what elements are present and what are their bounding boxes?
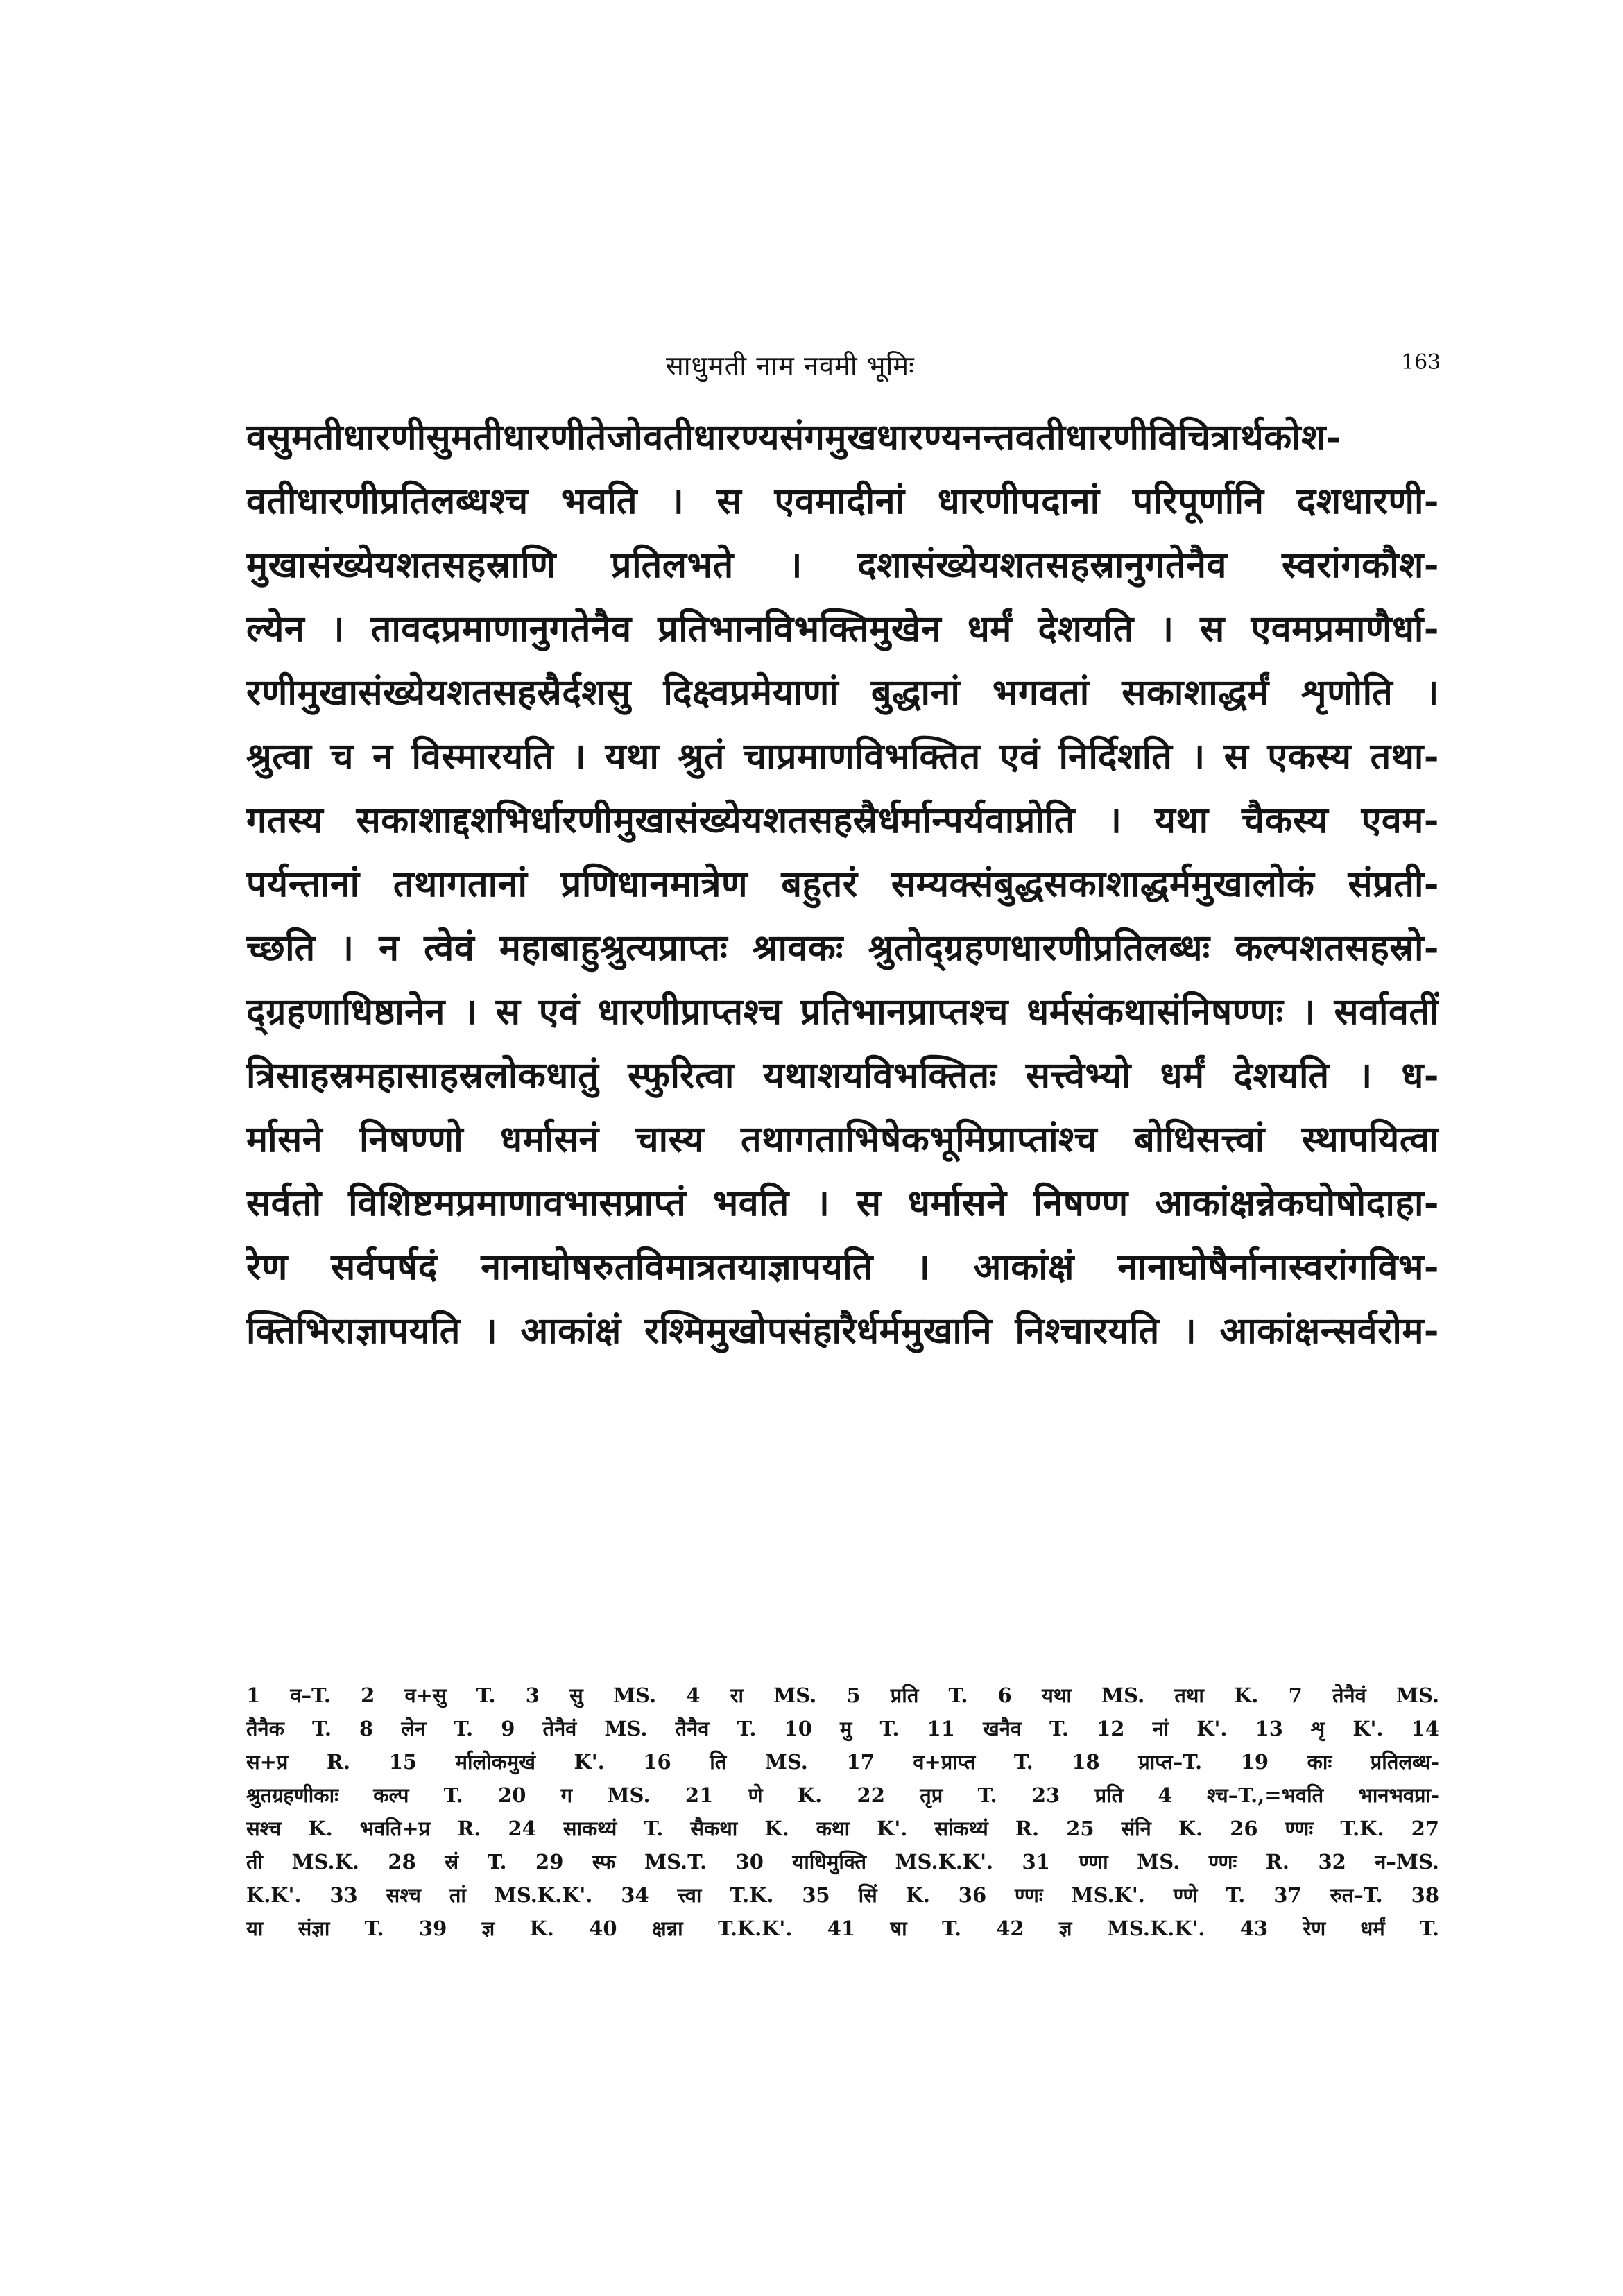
text-line: सर्वतो विशिष्टमप्रमाणावभासप्राप्तं भवति । स धर्मासने निषण्ण आकांक्षन्नेकघोषोदाहा- [246,1182,1439,1224]
footnote-line: ती MS.K. 28 स्रं T. 29 स्फ MS.T. 30 याधिमुक्ति MS.K.K'. 31 ण्णा MS. ण्णः R. 32 न–MS. [246,1850,1439,1874]
footnote-line: K.K'. 33 सश्च तां MS.K.K'. 34 त्त्वा T.K. 35 सिं K. 36 ण्णः MS.K'. ण्णे T. 37 रुत–T. 38 [246,1883,1439,1907]
text-line: द्ग्रहणाधिष्ठानेन । स एवं धारणीप्राप्तश्च प्रतिभानप्राप्तश्च धर्मसंकथासंनिषण्णः । सर्वावतीं [246,991,1439,1033]
text-line: मुखासंख्येयशतसहस्राणि प्रतिलभते । दशासंख्येयशतसहस्रानुगतेनैव स्वरांगकौश- [246,544,1439,586]
text-line: च्छति । न त्वेवं महाबाहुश्रुत्यप्राप्तः श्रावकः श्रुतोद्ग्रहणधारणीप्रतिलब्धः कल्पशतसहस्रो- [246,927,1439,969]
footnote-line: 1 व–T. 2 व+सु T. 3 सु MS. 4 रा MS. 5 प्रति T. 6 यथा MS. तथा K. 7 तेनैवं MS. [246,1684,1439,1707]
text-line: ल्येन । तावदप्रमाणानुगतेनैव प्रतिभानविभक्तिमुखेन धर्मं देशयति । स एवमप्रमाणैर्धा- [246,608,1439,650]
footnote-line: श्रुतग्रहणीकाः कल्प T. 20 ग MS. 21 णे K. 22 तृप्र T. 23 प्रति 4 श्च–T.,=भवति भानभवप्रा- [246,1783,1439,1807]
text-line: त्रिसाहस्रमहासाहस्रलोकधातुं स्फुरित्वा यथाशयविभक्तितः सत्त्वेभ्यो धर्मं देशयति । ध- [246,1054,1439,1097]
text-line: पर्यन्तानां तथागतानां प्रणिधानमात्रेण बहुतरं सम्यक्संबुद्धसकाशाद्धर्ममुखालोकं संप्रती- [246,863,1439,905]
text-line: क्तिभिराज्ञापयति । आकांक्षं रश्मिमुखोपसंहारैर्धर्ममुखानि निश्चारयति । आकांक्षन्सर्वरोम- [246,1310,1439,1352]
page-number: 163 [1401,350,1441,375]
footnote-line: सश्च K. भवति+प्र R. 24 साकथ्यं T. सैकथा K. कथा K'. सांकथ्यं R. 25 संनि K. 26 ण्णः T.K. 27 [246,1817,1439,1840]
text-line: वसुमतीधारणीसुमतीधारणीतेजोवतीधारण्यसंगमुखधारण्यनन्तवतीधारणीविचित्रार्थकोश- [246,416,1342,459]
running-title: साधुमती नाम नवमी भूमिः [666,350,915,381]
footnotes [246,1679,1439,1945]
footnote-line: स+प्र R. 15 र्मालोकमुखं K'. 16 ति MS. 17 व+प्राप्त T. 18 प्राप्त–T. 19 काः प्रतिलब्ध- [246,1750,1439,1774]
footnote-line: या संज्ञा T. 39 ज्ञ K. 40 क्षन्ना T.K.K'. 41 षा T. 42 ज्ञ MS.K.K'. 43 रेण धर्मं T. [246,1917,1439,1940]
text-line: वतीधारणीप्रतिलब्धश्च भवति । स एवमादीनां धारणीपदानां परिपूर्णानि दशधारणी- [246,480,1439,522]
text-line: रणीमुखासंख्येयशतसहस्रैर्दशसु दिक्ष्वप्रमेयाणां बुद्धानां भगवतां सकाशाद्धर्मं शृणोति । [246,671,1439,714]
main-text [246,406,1439,1363]
text-line: गतस्य सकाशाद्दशभिर्धारणीमुखासंख्येयशतसहस्रैर्धर्मान्पर्यवाप्नोति । यथा चैकस्य एवम- [246,799,1439,841]
text-line: श्रुत्वा च न विस्मारयति । यथा श्रुतं चाप्रमाणविभक्तित एवं निर्दिशति । स एकस्य तथा- [246,735,1439,778]
text-line: र्मासने निषण्णो धर्मासनं चास्य तथागताभिषेकभूमिप्राप्तांश्च बोधिसत्त्वां स्थापयित्वा [246,1118,1439,1160]
text-line: रेण सर्वपर्षदं नानाघोषरुतविमात्रतयाज्ञापयति । आकांक्षं नानाघोषैर्नानास्वरांगविभ- [246,1246,1439,1288]
footnote-line: तैनैक T. 8 लेन T. 9 तेनैवं MS. तैनैव T. 10 मु T. 11 खनैव T. 12 नां K'. 13 शृ K'. 14 [246,1717,1439,1740]
